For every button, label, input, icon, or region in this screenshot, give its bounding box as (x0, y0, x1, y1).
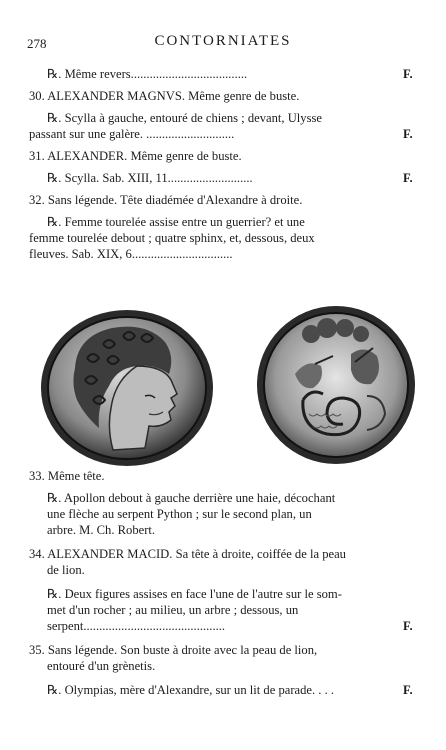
entry-line: met d'un rocher ; au milieu, un arbre ; dessous, un (47, 603, 299, 617)
entry-line: 32. Sans légende. Tête diadémée d'Alexandre à droite. (29, 193, 303, 207)
f-marker: F. (403, 67, 413, 81)
entry-line: 33. Même tête. (29, 469, 105, 483)
entry-line: ℞. Olympias, mère d'Alexandre, sur un lit de parade. . . . (47, 683, 335, 697)
entry-line: une flèche au serpent Python ; sur le second plan, un (47, 507, 312, 521)
entry-line: fleuves. Sab. XIX, 6................................ (29, 247, 233, 261)
coin-obverse-alexander-head (37, 308, 217, 468)
entry-line: ℞. Scylla. Sab. XIII, 11........................... (47, 171, 253, 185)
entry-line: passant sur une galère. ............................ (29, 127, 235, 141)
entry-line: femme tourelée debout ; quatre sphinx, et, dessous, deux (29, 231, 315, 245)
f-marker: F. (403, 683, 413, 697)
entry-line: de lion. (47, 563, 85, 577)
entry-line: arbre. M. Ch. Robert. (47, 523, 156, 537)
f-marker: F. (403, 171, 413, 185)
entry-line: 34. ALEXANDER MACID. Sa tête à droite, coiffée de la peau (29, 547, 346, 561)
entry-line: ℞. Même revers..................................... (47, 67, 248, 81)
entry-line: ℞. Apollon debout à gauche derrière une haie, décochant (47, 491, 336, 505)
entry-line: 35. Sans légende. Son buste à droite avec la peau de lion, (29, 643, 318, 657)
f-marker: F. (403, 619, 413, 633)
entry-line: serpent............................................. (47, 619, 226, 633)
entry-line: ℞. Scylla à gauche, entouré de chiens ; devant, Ulysse (47, 111, 322, 125)
entry-line: 31. ALEXANDER. Même genre de buste. (29, 149, 242, 163)
running-title: CONTORNIATES (154, 33, 292, 49)
entry-line: entouré d'un grènetis. (47, 659, 156, 673)
coin-reverse-scylla (255, 304, 417, 466)
page-number: 278 (27, 36, 47, 51)
f-marker: F. (403, 127, 413, 141)
entry-line: ℞. Deux figures assises en face l'une de l'autre sur le som- (47, 587, 342, 601)
entry-line: 30. ALEXANDER MAGNVS. Même genre de buste. (29, 89, 300, 103)
entry-line: ℞. Femme tourelée assise entre un guerrier? et une (47, 215, 305, 229)
